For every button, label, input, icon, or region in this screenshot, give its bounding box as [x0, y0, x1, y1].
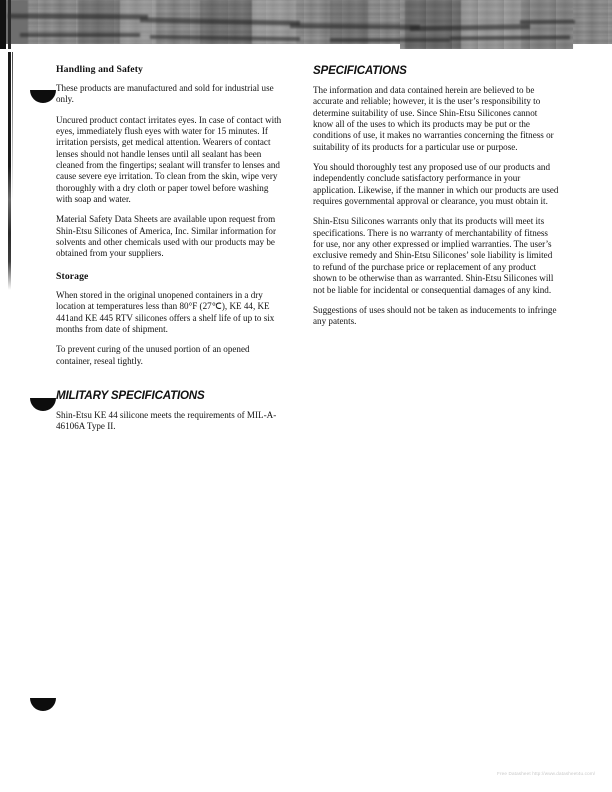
- binder-hole-middle: [30, 398, 56, 414]
- right-text-column: [313, 64, 559, 328]
- scan-noise-band: [0, 0, 612, 49]
- scan-noise-lower-edge: [0, 44, 400, 49]
- scan-left-dark-edge: [0, 0, 6, 49]
- scan-noise-patch: [78, 0, 120, 44]
- scan-left-dark-edge-secondary: [8, 0, 11, 49]
- paragraph-specifications-3: Shin-Etsu Silicones warrants only that its products will meet its specifications. There is no warranty of merchantability of fitness for use, nor any other expressed or implied warranties. The user’s exclusive remedy and Shin-Etsu Silicones’ sole liability is limited to refund of the purchase price or replacement of any product shown to be otherwise than as warranted. Shin-Etsu Silicones will not be liable for incidental or consequential damages of any kind.: [313, 216, 554, 295]
- heading-specifications: SPECIFICATIONS: [313, 64, 407, 77]
- section-military-specifications: [56, 389, 286, 433]
- paragraph-storage-2: To prevent curing of the unused portion of an opened container, reseal tightly.: [56, 344, 250, 366]
- binder-hole-bottom: [30, 698, 56, 714]
- paragraph-specifications-1: The information and data contained herein are believed to be accurate and reliable; however, it is the user’s responsibility to determine suitability of use. Since Shin-Etsu Silicones cannot know all of the uses to which its products may be put or the conditions of use, it makes no warranties concerning the fitness or suitability of its products for a particular use or purpose.: [313, 85, 554, 152]
- section-storage: [56, 271, 286, 367]
- scan-noise-streak: [8, 14, 148, 20]
- section-specifications: [313, 64, 559, 328]
- paragraph-specifications-4: Suggestions of uses should not be taken as inducements to infringe any patents.: [313, 304, 557, 327]
- scan-edge-line-secondary: [12, 52, 13, 202]
- heading-military-specifications: MILITARY SPECIFICATIONS: [56, 388, 205, 402]
- paragraph-handling-3: Material Safety Data Sheets are available upon request from Shin-Etsu Silicones of America, Inc. Similar information for solvents and other chemicals used with our products may be obtained from your suppliers.: [56, 214, 276, 259]
- paragraph-military-1: Shin-Etsu KE 44 silicone meets the requirements of MIL-A-46106A Type II.: [56, 409, 277, 432]
- left-text-column: [56, 64, 286, 433]
- scan-noise-streak: [330, 38, 450, 42]
- scan-edge-line: [8, 52, 11, 290]
- datasheet-watermark: Free Datasheet http://www.datasheet4u.com/: [497, 771, 596, 776]
- paragraph-handling-1: These products are manufactured and sold for industrial use only.: [56, 83, 274, 105]
- scan-noise-streak: [20, 33, 140, 37]
- heading-handling-and-safety: Handling and Safety: [56, 64, 143, 75]
- paragraph-specifications-2: You should thoroughly test any proposed use of our products and independently conclude satisfactory performance in your application. Likewise, if the manner in which our products are used requires governmental approval or clearance, you must obtain it.: [313, 162, 559, 207]
- paragraph-handling-2: Uncured product contact irritates eyes. In case of contact with eyes, immediately flush eyes with water for 15 minutes. If irritation persists, get medical attention. Wearers of contact lenses should not handle lenses until all sealant has been cleaned from the fingertips; sealant will transfer to lenses and cause severe eye irritation. To clean from the skin, wipe very thoroughly with a dry cloth or paper towel before washing with soap and water.: [56, 114, 282, 205]
- paragraph-storage-1: When stored in the original unopened containers in a dry location at temperatures less than 80°F (27℃), KE 44, KE 441and KE 445 RTV silicones offers a shelf life of up to six months from date of shipment.: [56, 289, 275, 334]
- scan-noise-streak: [520, 20, 575, 24]
- binder-hole-top: [30, 90, 56, 106]
- heading-storage: Storage: [56, 270, 89, 282]
- section-handling-and-safety: [56, 64, 286, 260]
